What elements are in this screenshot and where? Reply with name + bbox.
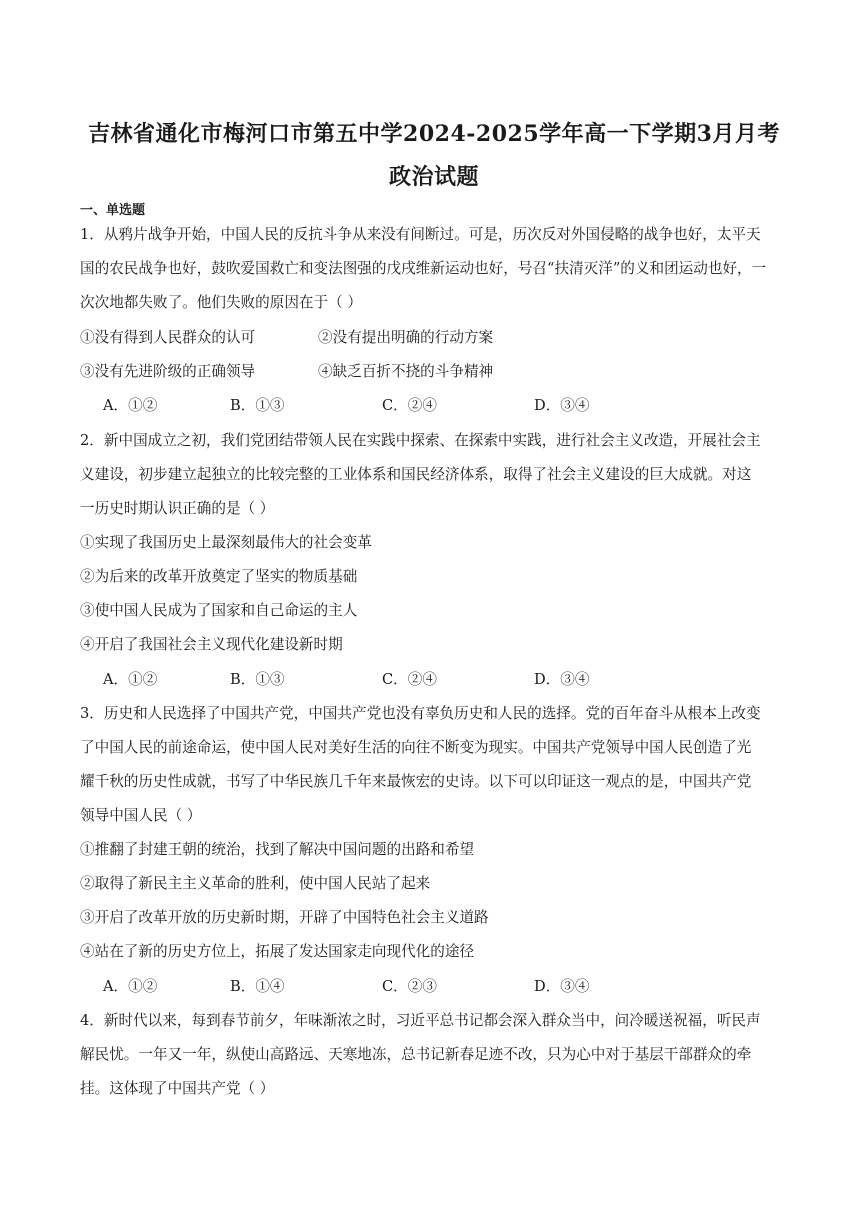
q1-stem-line-1: 1．从鸦片战争开始，中国人民的反抗斗争从来没有间断过。可是，历次反对外国侵略的战争也好，太平天 [80, 226, 761, 243]
q2-option-c[interactable]: C．②④ [382, 671, 437, 688]
q3-option-b[interactable]: B．①④ [230, 978, 285, 995]
q1-option-c[interactable]: C．②④ [382, 397, 437, 414]
q3-statement-3: ③开启了改革开放的历史新时期，开辟了中国特色社会主义道路 [80, 909, 489, 926]
q2-stem-line-1: 2．新中国成立之初，我们党团结带领人民在实践中探索、在探索中实践，进行社会主义改造，开展社会主 [80, 432, 761, 449]
q2-statement-3: ③使中国人民成为了国家和自己命运的主人 [80, 602, 358, 619]
q1-stem-line-3: 次次地都失败了。他们失败的原因在于（ ） [80, 294, 362, 311]
q2-statement-4: ④开启了我国社会主义现代化建设新时期 [80, 636, 343, 653]
q2-option-a[interactable]: A．①② [103, 671, 158, 688]
page-title: 吉林省通化市梅河口市第五中学2024-2025学年高一下学期3月月考 [88, 121, 780, 147]
q2-option-b[interactable]: B．①③ [230, 671, 285, 688]
q2-statement-1: ①实现了我国历史上最深刻最伟大的社会变革 [80, 534, 372, 551]
q2-stem-line-2: 义建设，初步建立起独立的比较完整的工业体系和国民经济体系，取得了社会主义建设的巨大成就。对这 [80, 466, 752, 483]
q3-statement-4: ④站在了新的历史方位上，拓展了发达国家走向现代化的途径 [80, 943, 475, 960]
q2-stem-line-3: 一历史时期认识正确的是（ ） [80, 500, 275, 517]
q1-statement-1: ①没有得到人民群众的认可 [80, 329, 256, 346]
q1-statement-4: ④缺乏百折不挠的斗争精神 [318, 363, 494, 380]
q1-stem-line-2: 国的农民战争也好，鼓吹爱国救亡和变法图强的戊戌维新运动也好，号召“扶清灭洋”的义和团运动也好，一 [80, 260, 767, 277]
q3-statement-2: ②取得了新民主主义革命的胜利，使中国人民站了起来 [80, 875, 431, 892]
q3-option-a[interactable]: A．①② [103, 978, 158, 995]
section-heading: 一、单选题 [80, 203, 146, 218]
q3-stem-line-2: 了中国人民的前途命运，使中国人民对美好生活的向往不断变为现实。中国共产党领导中国人民创造了光 [80, 739, 752, 756]
q1-option-d[interactable]: D．③④ [534, 397, 590, 414]
q1-option-a[interactable]: A．①② [103, 397, 158, 414]
q4-stem-line-3: 挂。这体现了中国共产党（ ） [80, 1080, 275, 1097]
q3-stem-line-1: 3．历史和人民选择了中国共产党，中国共产党也没有辜负历史和人民的选择。党的百年奋斗从根本上改变 [80, 705, 761, 722]
q1-option-b[interactable]: B．①③ [230, 397, 285, 414]
q1-statement-3: ③没有先进阶级的正确领导 [80, 363, 256, 380]
q2-statement-2: ②为后来的改革开放奠定了坚实的物质基础 [80, 568, 358, 585]
q3-statement-1: ①推翻了封建王朝的统治，找到了解决中国问题的出路和希望 [80, 841, 475, 858]
q3-stem-line-4: 领导中国人民（ ） [80, 807, 202, 824]
page-subtitle: 政治试题 [388, 164, 479, 190]
q1-statement-2: ②没有提出明确的行动方案 [318, 329, 494, 346]
q4-stem-line-1: 4．新时代以来，每到春节前夕，年味渐浓之时，习近平总书记都会深入群众当中，问冷暖送祝福，听民声 [80, 1012, 761, 1029]
q3-stem-line-3: 耀千秋的历史性成就，书写了中华民族几千年来最恢宏的史诗。以下可以印证这一观点的是，中国共产党 [80, 773, 752, 790]
q3-option-c[interactable]: C．②③ [382, 978, 437, 995]
q3-option-d[interactable]: D．③④ [534, 978, 590, 995]
q2-option-d[interactable]: D．③④ [534, 671, 590, 688]
q4-stem-line-2: 解民忧。一年又一年，纵使山高路远、天寒地冻，总书记新春足迹不改，只为心中对于基层干部群众的牵 [80, 1046, 752, 1063]
